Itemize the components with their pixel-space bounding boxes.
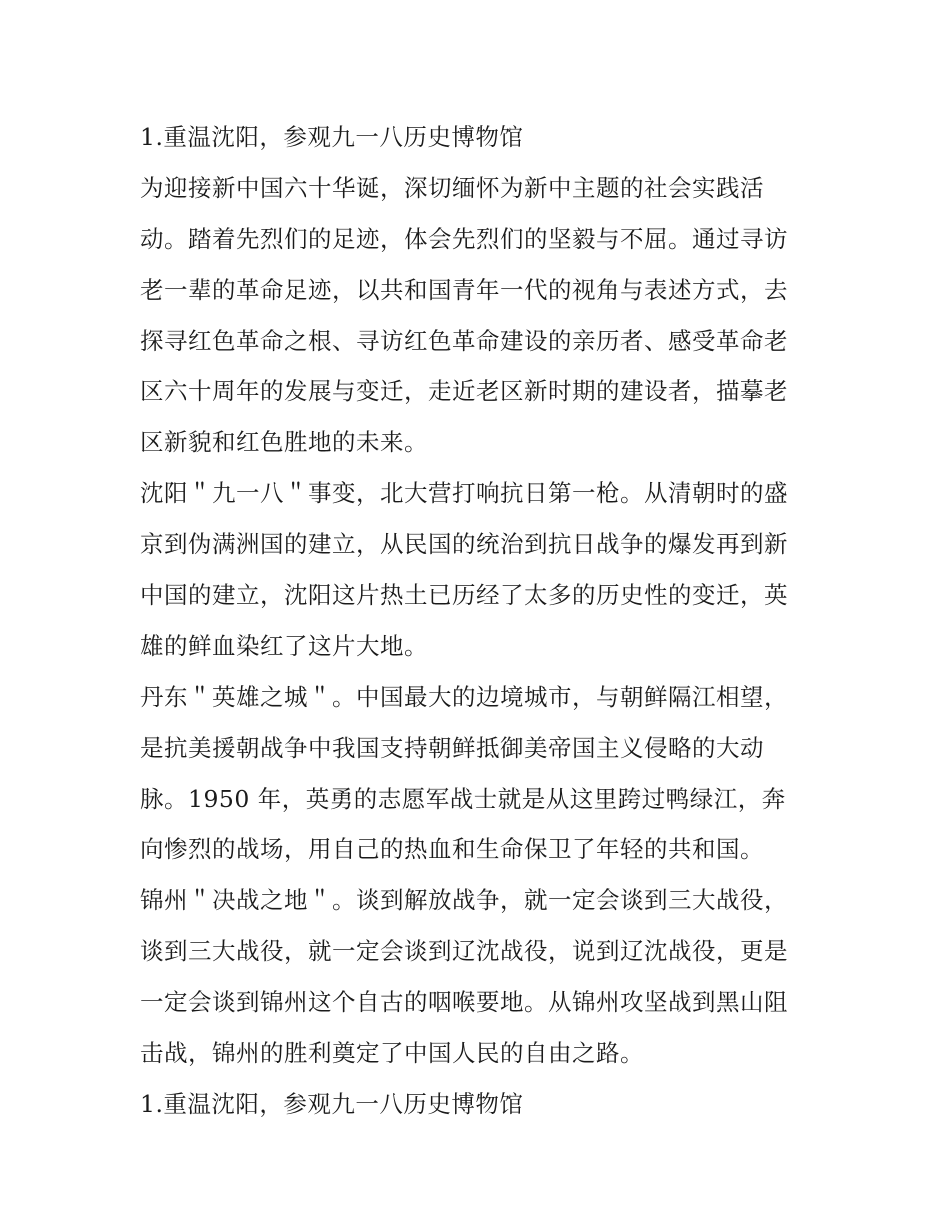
paragraph-1-line: 探寻红色革命之根、寻访红色革命建设的亲历者、感受革命老 [140, 326, 788, 355]
section-heading: 1.重温沈阳，参观九一八历史博物馆 [140, 1089, 524, 1118]
paragraph-1-line: 区六十周年的发展与变迁，走近老区新时期的建设者，描摹老 [140, 377, 788, 406]
paragraph-1-line: 为迎接新中国六十华诞，深切缅怀为新中主题的社会实践活 [140, 173, 764, 202]
paragraph-1-line: 区新貌和红色胜地的未来。 [140, 428, 428, 457]
paragraph-4-line: 谈到三大战役，就一定会谈到辽沈战役，说到辽沈战役，更是 [140, 937, 788, 966]
document-body [140, 112, 820, 1130]
paragraph-4-line: 一定会谈到锦州这个自古的咽喉要地。从锦州攻坚战到黑山阻 [140, 988, 788, 1017]
paragraph-2-line: 雄的鲜血染红了这片大地。 [140, 631, 428, 660]
paragraph-2-line: 沈阳＂九一八＂事变，北大营打响抗日第一枪。从清朝时的盛 [140, 479, 788, 508]
paragraph-1-line: 老一辈的革命足迹，以共和国青年一代的视角与表述方式，去 [140, 275, 788, 304]
paragraph-3-line: 脉。1950 年，英勇的志愿军战士就是从这里跨过鸭绿江，奔 [140, 784, 786, 813]
paragraph-3-line: 向惨烈的战场，用自己的热血和生命保卫了年轻的共和国。 [140, 835, 764, 864]
paragraph-2-line: 中国的建立，沈阳这片热土已历经了太多的历史性的变迁，英 [140, 581, 788, 610]
paragraph-3-line: 丹东＂英雄之城＂。中国最大的边境城市，与朝鲜隔江相望， [140, 682, 788, 711]
paragraph-1-line: 动。踏着先烈们的足迹，体会先烈们的坚毅与不屈。通过寻访 [140, 224, 788, 253]
paragraph-3-line: 是抗美援朝战争中我国支持朝鲜抵御美帝国主义侵略的大动 [140, 733, 764, 762]
section-heading: 1.重温沈阳，参观九一八历史博物馆 [140, 123, 524, 151]
paragraph-2-line: 京到伪满洲国的建立，从民国的统治到抗日战争的爆发再到新 [140, 530, 788, 559]
paragraph-4-line: 击战，锦州的胜利奠定了中国人民的自由之路。 [140, 1039, 644, 1068]
paragraph-4-line: 锦州＂决战之地＂。谈到解放战争，就一定会谈到三大战役， [140, 886, 788, 915]
